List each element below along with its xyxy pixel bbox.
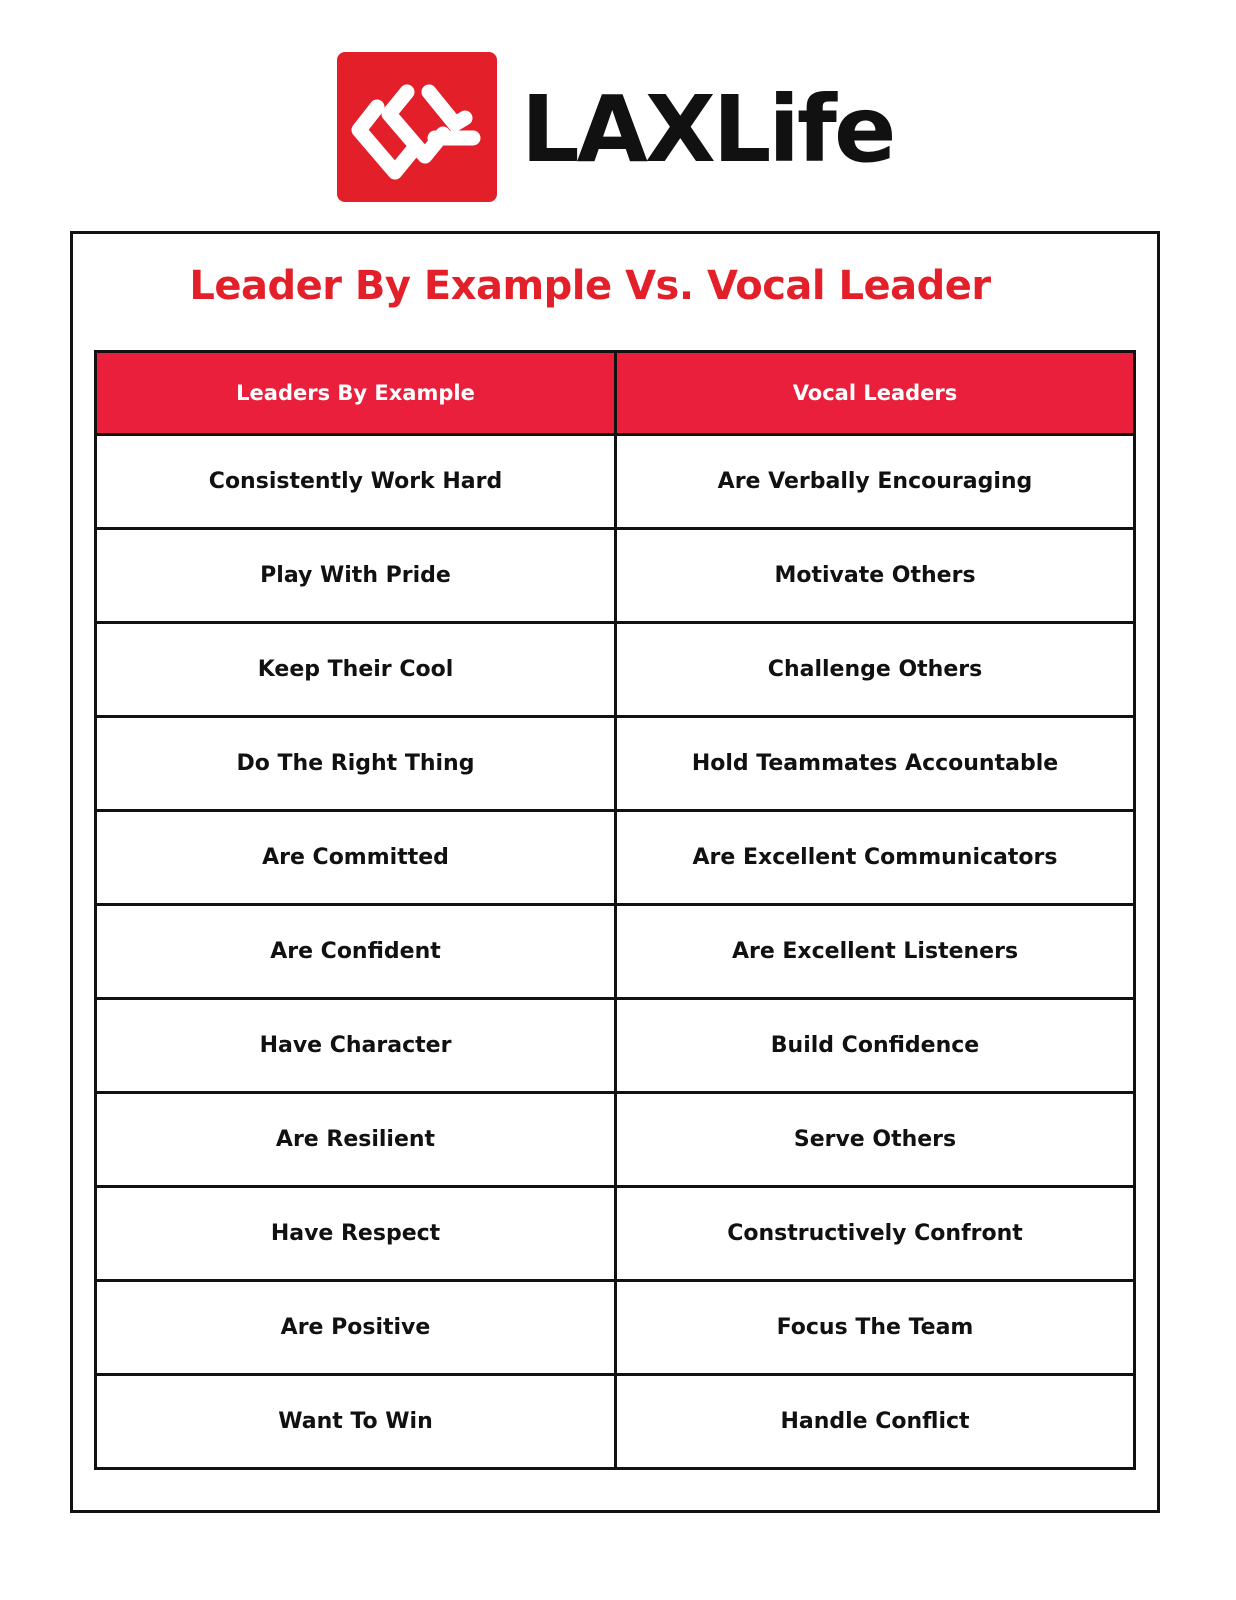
table-cell: Constructively Confront [727,1221,1023,1246]
table-cell: Challenge Others [767,657,983,682]
comparison-table [94,350,1136,1470]
column-header-leaders-by-example: Leaders By Example [97,353,617,433]
table-cell: Have Respect [97,1188,617,1279]
table-row [97,812,1133,906]
table-row [97,1282,1133,1376]
table-cell: Are Excellent Communicators [692,845,1058,870]
column-header-vocal-leaders: Vocal Leaders [792,381,958,405]
brand-wordmark: LAXLife [521,76,894,183]
table-row [97,530,1133,624]
table-cell: Motivate Others [774,563,976,588]
laxlife-logo-mark-icon [337,52,497,202]
table-row [97,1094,1133,1188]
page-title: Leader By Example Vs. Vocal Leader [189,263,991,309]
table-cell: Want To Win [97,1376,617,1467]
table-cell: Are Positive [97,1282,617,1373]
table-cell: Play With Pride [97,530,617,621]
table-cell: Are Confident [97,906,617,997]
table-cell: Serve Others [793,1127,957,1152]
table-cell: Are Excellent Listeners [731,939,1019,964]
table-row [97,436,1133,530]
table-row [97,1000,1133,1094]
table-cell: Have Character [97,1000,617,1091]
brand-logo [337,52,893,202]
table-row [97,624,1133,718]
table-cell: Consistently Work Hard [97,436,617,527]
table-row [97,906,1133,1000]
table-cell: Do The Right Thing [97,718,617,809]
table-cell: Are Verbally Encouraging [717,469,1033,494]
table-cell: Build Confidence [770,1033,980,1058]
table-row [97,1188,1133,1282]
table-cell: Hold Teammates Accountable [691,751,1059,776]
table-cell: Are Resilient [97,1094,617,1185]
table-cell: Handle Conflict [780,1409,970,1434]
table-cell: Are Committed [97,812,617,903]
table-header-row [97,353,1133,436]
table-row [97,718,1133,812]
table-row [97,1376,1133,1467]
table-cell: Focus The Team [776,1315,974,1340]
table-cell: Keep Their Cool [97,624,617,715]
